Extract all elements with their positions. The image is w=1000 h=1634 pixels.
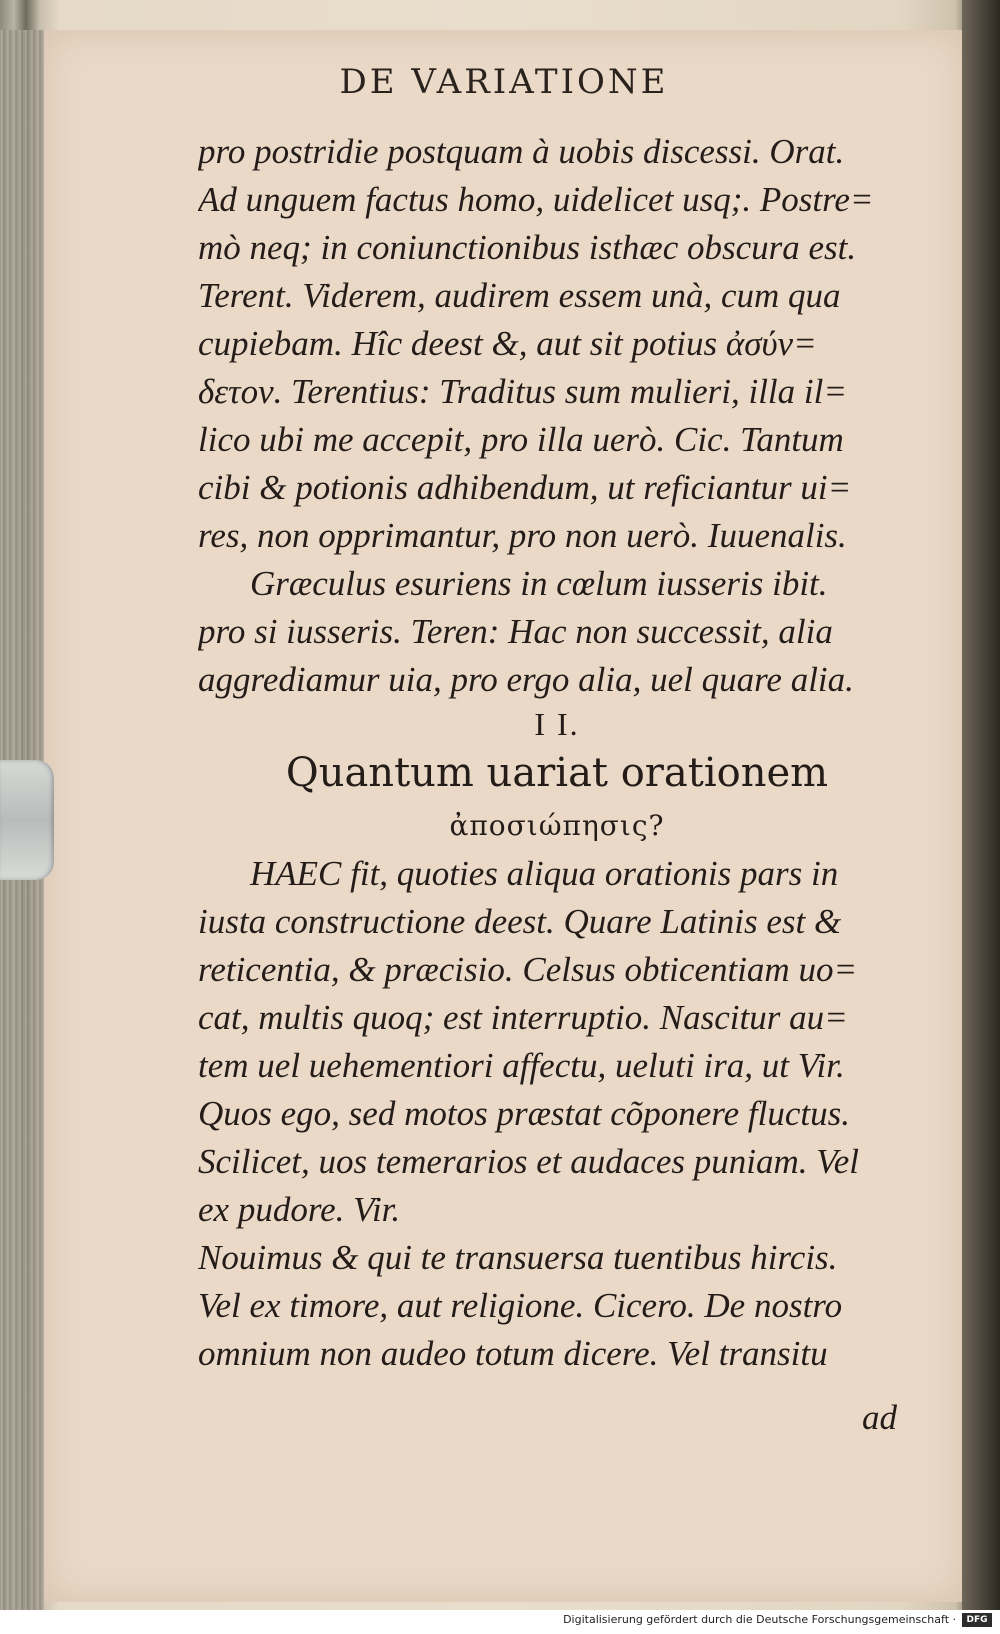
- text-line: cibi & potionis adhibendum, ut reficiantur ui=: [198, 468, 852, 507]
- text-line: aggrediamur uia, pro ergo alia, uel quare alia.: [198, 660, 854, 699]
- digitization-credit: Digitalisierung gefördert durch die Deutsche Forschungsgemeinschaft ·: [563, 1613, 956, 1626]
- text-line: reticentia, & præcisio. Celsus obticentiam uo=: [198, 950, 858, 989]
- binding-shadow: [962, 0, 1000, 1610]
- text-line: omnium non audeo totum dicere. Vel transitu: [198, 1334, 828, 1373]
- running-head: DE VARIATIONE: [339, 62, 669, 102]
- text-line: res, non opprimantur, pro non uerò. Iuuenalis.: [198, 516, 847, 555]
- text-line: ex pudore. Vir.: [198, 1190, 401, 1229]
- text-line: Terent. Viderem, audirem essem unà, cum qua: [198, 276, 841, 315]
- section-greek-term: ἀποσιώπησις?: [449, 809, 665, 842]
- text-line: Nouimus & qui te transuersa tuentibus hircis.: [198, 1238, 838, 1277]
- text-line: pro si iusseris. Teren: Hac non successit, alia: [198, 612, 833, 651]
- text-line: cupiebam. Hîc deest &, aut sit potius ἀσύν=: [198, 324, 817, 363]
- text-line: Ad unguem factus homo, uidelicet usq;. Postre=: [198, 180, 874, 219]
- text-line: iusta constructione deest. Quare Latinis est &: [198, 902, 842, 941]
- catchword: ad: [862, 1398, 897, 1437]
- section-title: Quantum uariat orationem: [285, 750, 829, 796]
- section-number: I I.: [534, 706, 580, 742]
- text-line: mò neq; in coniunctionibus isthæc obscura est.: [198, 228, 857, 267]
- text-line: HAEC fit, quoties aliqua orationis pars in: [250, 854, 839, 893]
- text-line: cat, multis quoq; est interruptio. Nascitur au=: [198, 998, 848, 1037]
- text-line: tem uel uehementiori affectu, ueluti ira, ut Vir.: [198, 1046, 845, 1085]
- text-line: pro postridie postquam à uobis discessi. Orat.: [198, 132, 845, 171]
- text-line: Vel ex timore, aut religione. Cicero. De nostro: [198, 1286, 843, 1325]
- dfg-logo: DFG: [962, 1613, 992, 1627]
- text-line: δετον. Terentius: Traditus sum mulieri, illa il=: [198, 372, 847, 411]
- text-line: lico ubi me accepit, pro illa uerò. Cic. Tantum: [198, 420, 844, 459]
- verse-quotation: Græculus esuriens in cœlum iusseris ibit.: [250, 564, 828, 603]
- text-line: Quos ego, sed motos præstat cõponere fluctus.: [198, 1094, 850, 1133]
- text-line: Scilicet, uos temerarios et audaces puniam. Vel: [198, 1142, 859, 1181]
- body-text: [198, 128, 916, 1378]
- page-clip: [0, 760, 54, 880]
